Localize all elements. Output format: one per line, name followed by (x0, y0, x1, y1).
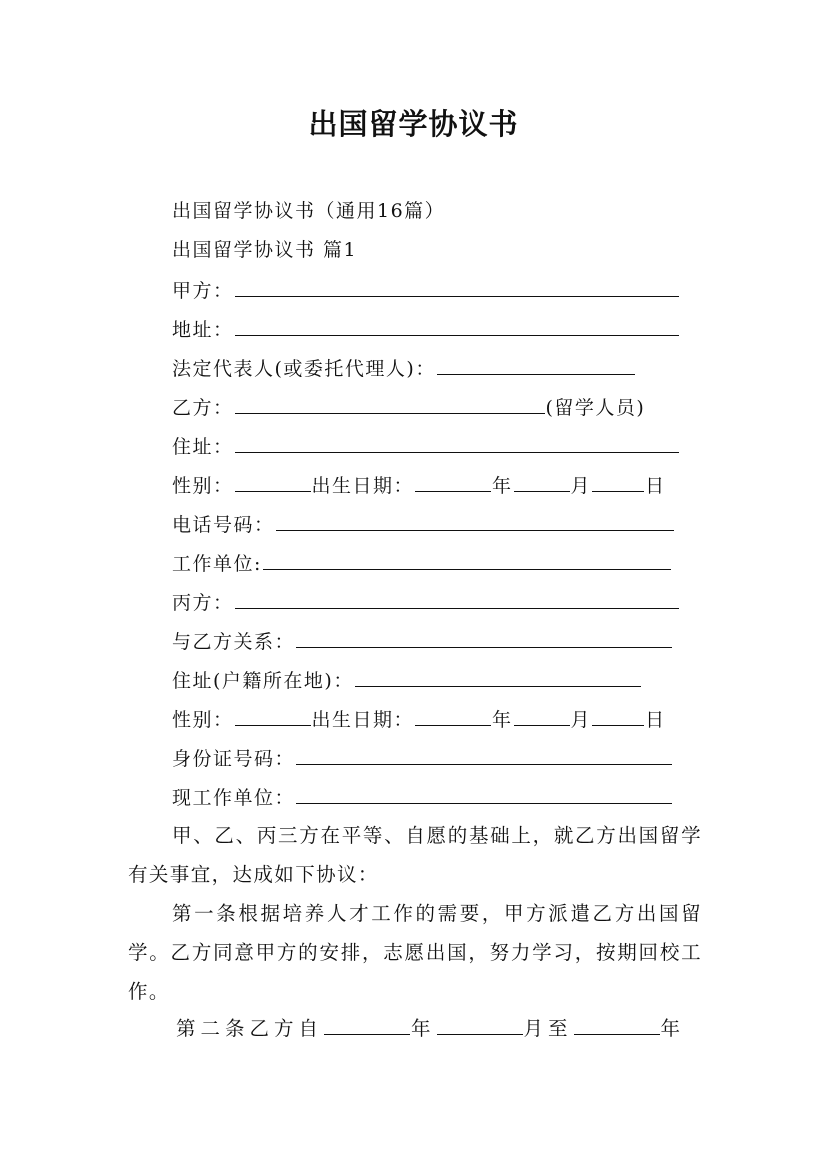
phone-line (172, 508, 675, 538)
party-a-label: 甲方： (172, 280, 234, 302)
article-2-year2-blank (574, 1012, 660, 1035)
birth-label: 出生日期： (311, 709, 415, 731)
current-work-label: 现工作单位： (172, 787, 296, 809)
paragraph-agreement: 甲、乙、丙三方在平等、自愿的基础上，就乙方出国留学有关事宜，达成如下协议： (128, 824, 702, 886)
current-work-blank (296, 781, 672, 804)
gender-blank (235, 469, 311, 492)
relation-label: 与乙方关系： (172, 631, 296, 653)
day-label: 日 (645, 709, 666, 731)
party-b-blank (235, 391, 545, 414)
gender-label: 性别： (172, 709, 234, 731)
gender-blank (235, 703, 311, 726)
article-2-month-to: 月至 (523, 1017, 573, 1040)
id-number-label: 身份证号码： (172, 748, 296, 770)
article-2-year-blank (324, 1012, 410, 1035)
residence-line (172, 430, 680, 460)
relation-blank (296, 625, 672, 648)
relation-line (172, 625, 673, 655)
legal-rep-line (172, 352, 636, 382)
gender-birth-line (172, 469, 666, 499)
party-a-line (172, 274, 680, 304)
address-blank (235, 313, 679, 336)
party-b-label: 乙方： (172, 397, 234, 419)
section-heading: 出国留学协议书 篇1 (172, 239, 358, 261)
year-label: 年 (492, 709, 513, 731)
residence-hukou-blank (355, 664, 641, 687)
party-a-blank (235, 274, 679, 297)
party-c-blank (235, 586, 679, 609)
current-work-line (172, 781, 673, 811)
party-b-note: (留学人员) (545, 397, 646, 419)
id-number-line (172, 742, 673, 772)
address-label: 地址： (172, 319, 234, 341)
address-line (172, 313, 680, 343)
party-c-line (172, 586, 680, 616)
residence-label: 住址： (172, 436, 234, 458)
article-2-line (176, 1012, 685, 1044)
party-c-label: 丙方： (172, 592, 234, 614)
birth-month-blank (514, 469, 570, 492)
subtitle: 出国留学协议书（通用16篇） (172, 200, 446, 222)
work-unit-blank (263, 547, 671, 570)
month-label: 月 (570, 709, 592, 731)
birth-day-blank (592, 703, 644, 726)
birth-label: 出生日期： (311, 475, 415, 497)
day-label: 日 (645, 475, 666, 497)
birth-day-blank (592, 469, 644, 492)
id-number-blank (296, 742, 672, 765)
legal-rep-label: 法定代表人(或委托代理人)： (172, 358, 436, 380)
month-label: 月 (570, 475, 592, 497)
residence-hukou-label: 住址(户籍所在地)： (172, 670, 354, 692)
work-unit-line (172, 547, 672, 577)
residence-blank (235, 430, 679, 453)
article-2-prefix: 第二条乙方自 (176, 1017, 324, 1040)
article-2-year: 年 (411, 1017, 436, 1040)
paragraph-article-1: 第一条根据培养人才工作的需要，甲方派遣乙方出国留学。乙方同意甲方的安排，志愿出国，努力学习，按期回校工作。 (128, 902, 702, 1003)
phone-label: 电话号码： (172, 514, 275, 536)
gender-label: 性别： (172, 475, 234, 497)
article-2-year2: 年 (660, 1017, 686, 1040)
party-b-line (172, 391, 645, 421)
birth-month-blank (514, 703, 570, 726)
legal-rep-blank (437, 352, 635, 375)
phone-blank (276, 508, 674, 531)
residence-hukou-line (172, 664, 642, 694)
document-title: 出国留学协议书 (308, 107, 519, 141)
article-2-month-blank (437, 1012, 523, 1035)
birth-year-blank (415, 703, 491, 726)
gender-birth-line-c (172, 703, 666, 733)
birth-year-blank (415, 469, 491, 492)
work-unit-label: 工作单位: (172, 553, 262, 575)
year-label: 年 (492, 475, 513, 497)
